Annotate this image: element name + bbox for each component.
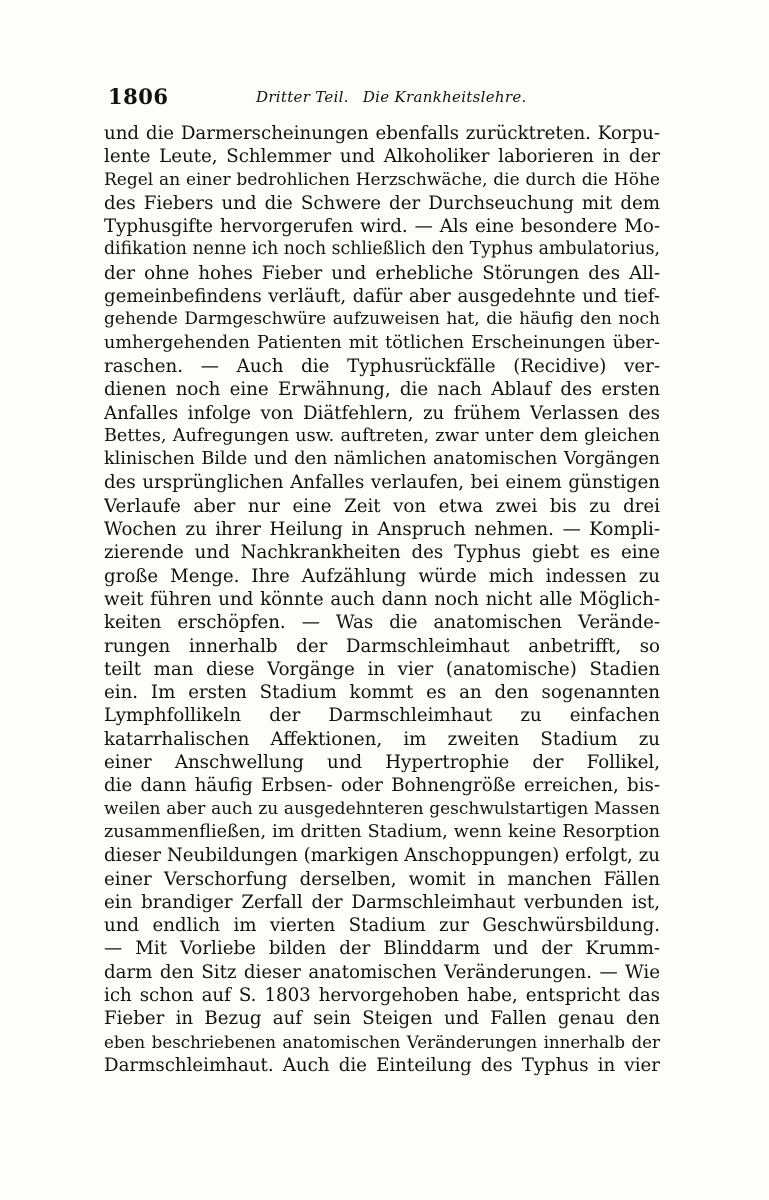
text-line: gemeinbefindens verläuft, dafür aber ausgedehnte und tief-: [104, 286, 660, 308]
text-line: Wochen zu ihrer Heilung in Anspruch nehmen. — Kompli-: [104, 519, 660, 541]
text-line: Fieber in Bezug auf sein Steigen und Fallen genau den: [104, 1008, 660, 1030]
text-line: dieser Neubildungen (markigen Anschoppungen) erfolgt, zu: [104, 845, 660, 867]
text-line: der ohne hohes Fieber und erhebliche Störungen des All-: [104, 262, 660, 284]
text-line: gehende Darmgeschwüre aufzuweisen hat, die häufig den noch: [104, 309, 660, 330]
running-head: [256, 88, 541, 106]
text-line: große Menge. Ihre Aufzählung würde mich indessen zu: [104, 565, 660, 587]
text-line: weit führen und könnte auch dann noch nicht alle Möglich-: [104, 588, 660, 610]
text-line: lente Leute, Schlemmer und Alkoholiker laborieren in der: [104, 146, 660, 168]
text-line: ein brandiger Zerfall der Darmschleimhaut verbunden ist,: [104, 891, 660, 913]
text-line: keiten erschöpfen. — Was die anatomischen Verände-: [104, 612, 660, 634]
text-line: umhergehenden Patienten mit tötlichen Erscheinungen über-: [104, 332, 660, 353]
text-line: Typhusgifte hervorgerufen wird. — Als eine besondere Mo-: [104, 216, 660, 238]
text-line: eben beschriebenen anatomischen Veränderungen innerhalb der: [104, 1031, 660, 1052]
text-line: difikation nenne ich noch schließlich den Typhus ambulatorius,: [104, 239, 660, 260]
text-line: einer Verschorfung derselben, womit in manchen Fällen: [104, 868, 660, 890]
text-line: ein. Im ersten Stadium kommt es an den sogenannten: [104, 682, 660, 704]
text-line: Regel an einer bedrohlichen Herzschwäche, die durch die Höhe: [104, 169, 660, 190]
chapter-title: Die Krankheitslehre.: [362, 88, 527, 106]
text-line: darm den Sitz dieser anatomischen Veränderungen. — Wie: [104, 961, 660, 983]
page-number: 1806: [108, 84, 169, 109]
text-line: teilt man diese Vorgänge in vier (anatomische) Stadien: [104, 658, 660, 680]
text-line: rungen innerhalb der Darmschleimhaut anbetrifft, so: [104, 635, 660, 657]
text-line: raschen. — Auch die Typhusrückfälle (Recidive) ver-: [104, 355, 660, 377]
text-line: des Fiebers und die Schwere der Durchseuchung mit dem: [104, 192, 660, 214]
text-line: Lymphfollikeln der Darmschleimhaut zu einfachen: [104, 705, 660, 727]
text-line: ich schon auf S. 1803 hervorgehoben habe, entspricht das: [104, 984, 660, 1006]
text-line: klinischen Bilde und den nämlichen anatomischen Vorgängen: [104, 449, 660, 470]
text-line: Darmschleimhaut. Auch die Einteilung des Typhus in vier: [104, 1054, 660, 1076]
page-header: [108, 84, 658, 114]
text-line: die dann häufig Erbsen- oder Bohnengröße erreichen, bis-: [104, 775, 660, 797]
text-line: dienen noch eine Erwähnung, die nach Ablauf des ersten: [104, 379, 660, 401]
body-text: [104, 122, 660, 1077]
text-line: Anfalles infolge von Diätfehlern, zu frühem Verlassen des: [104, 402, 660, 424]
text-line: zusammenfließen, im dritten Stadium, wenn keine Resorption: [104, 821, 660, 842]
text-line: des ursprünglichen Anfalles verlaufen, bei einem günstigen: [104, 472, 660, 494]
text-line: katarrhalischen Affektionen, im zweiten Stadium zu: [104, 728, 660, 750]
part-title: Dritter Teil.: [256, 88, 349, 106]
text-line: und die Darmerscheinungen ebenfalls zurücktreten. Korpu-: [104, 123, 660, 144]
text-line: und endlich im vierten Stadium zur Geschwürsbildung.: [104, 915, 660, 937]
text-line: Bettes, Aufregungen usw. auftreten, zwar unter dem gleichen: [104, 425, 660, 446]
text-line: Verlaufe aber nur eine Zeit von etwa zwei bis zu drei: [104, 495, 660, 517]
text-line: einer Anschwellung und Hypertrophie der Follikel,: [104, 752, 660, 774]
text-line: weilen aber auch zu ausgedehnteren geschwulstartigen Massen: [104, 798, 660, 819]
text-line: zierende und Nachkrankheiten des Typhus giebt es eine: [104, 542, 660, 564]
text-line: — Mit Vorliebe bilden der Blinddarm und der Krumm-: [104, 938, 660, 960]
